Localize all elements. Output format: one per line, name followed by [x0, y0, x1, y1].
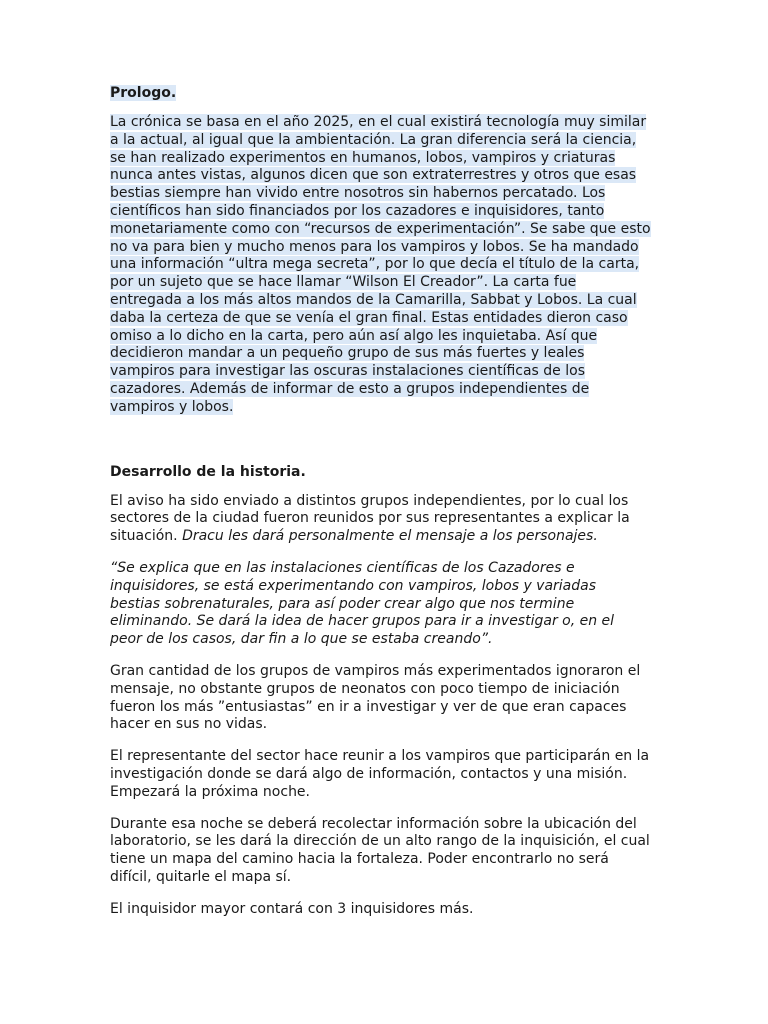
prologue-line[interactable]: monetariamente como con “recursos de experimentación”. Se sabe que esto [110, 220, 651, 237]
quote-line: bestias sobrenaturales, para así poder crear algo que nos termine [110, 595, 575, 612]
prologue-line[interactable]: se han realizado experimentos en humanos, lobos, vampiros y criaturas [110, 149, 616, 166]
paragraph-line: Durante esa noche se deberá recolectar información sobre la ubicación del [110, 815, 637, 832]
prologue-heading [110, 84, 670, 102]
development-heading: Desarrollo de la historia. [110, 463, 306, 480]
quote-line: “Se explica que en las instalaciones científicas de los Cazadores e [110, 559, 575, 576]
paragraph-text: situación. [110, 528, 183, 545]
paragraph-line: El representante del sector hace reunir a los vampiros que participarán en la [110, 748, 650, 765]
prologue-line[interactable]: vampiros para investigar las oscuras instalaciones científicas de los [110, 363, 585, 380]
paragraph-line: Gran cantidad de los grupos de vampiros más experimentados ignoraron el [110, 662, 641, 679]
prologue-line[interactable]: entregada a los más altos mandos de la Camarilla, Sabbat y Lobos. La cual [110, 291, 637, 308]
paragraph-line: sectores de la ciudad fueron reunidos por sus representantes a explicar la [110, 510, 630, 527]
paragraph-line: investigación donde se dará algo de información, contactos y una misión. [110, 765, 628, 782]
prologue-line[interactable]: a la actual, al igual que la ambientación. La gran diferencia será la ciencia, [110, 131, 637, 148]
quote-line: peor de los casos, dar fin a lo que se estaba creando”. [110, 631, 493, 648]
prologue-line[interactable]: científicos han sido financiados por los cazadores e inquisidores, tanto [110, 202, 605, 219]
quote-paragraph [110, 560, 670, 649]
prologue-line[interactable]: no va para bien y mucho menos para los vampiros y lobos. Se ha mandado [110, 238, 639, 255]
development-paragraph-4 [110, 748, 670, 801]
prologue-line[interactable]: cazadores. Además de informar de esto a grupos independientes de [110, 380, 590, 397]
italic-note: Dracu les dará personalmente el mensaje a los personajes. [182, 528, 598, 545]
paragraph-line: laboratorio, se les dará la dirección de un alto rango de la inquisición, el cual [110, 833, 650, 850]
prologue-line[interactable]: una información “ultra mega secreta”, por lo que decía el título de la carta, [110, 256, 640, 273]
prologue-line[interactable]: nunca antes vistas, algunos dicen que son extraterrestres y otros que esas [110, 167, 637, 184]
prologue-line[interactable]: vampiros y lobos. [110, 398, 234, 415]
prologue-heading-text[interactable]: Prologo. [110, 85, 177, 101]
paragraph-line: El inquisidor mayor contará con 3 inquisidores más. [110, 900, 474, 917]
prologue-line[interactable]: por un sujeto que se hace llamar “Wilson El Creador”. La carta fue [110, 274, 577, 291]
paragraph-line: hacer en sus no vidas. [110, 716, 268, 733]
section-spacer [110, 431, 670, 463]
development-paragraph-6 [110, 901, 670, 919]
paragraph-line: El aviso ha sido enviado a distintos grupos independientes, por lo cual los [110, 492, 629, 509]
development-paragraph-3 [110, 663, 670, 734]
development-paragraph-1 [110, 493, 670, 546]
paragraph-line: Empezará la próxima noche. [110, 783, 310, 800]
prologue-line[interactable]: bestias siempre han vivido entre nosotros sin habernos percatado. Los [110, 185, 606, 202]
paragraph-line: tiene un mapa del camino hacia la fortaleza. Poder encontrarlo no será [110, 851, 609, 868]
prologue-paragraph [110, 114, 670, 417]
development-paragraph-5 [110, 816, 670, 887]
document-page [110, 84, 670, 932]
quote-line: eliminando. Se dará la idea de hacer grupos para ir a investigar o, en el [110, 613, 615, 630]
paragraph-line: difícil, quitarle el mapa sí. [110, 868, 292, 885]
paragraph-line: fueron los más ”entusiastas” en ir a investigar y ver de que eran capaces [110, 698, 627, 715]
paragraph-line: mensaje, no obstante grupos de neonatos con poco tiempo de iniciación [110, 680, 620, 697]
quote-line: inquisidores, se está experimentando con vampiros, lobos y variadas [110, 577, 597, 594]
prologue-line[interactable]: La crónica se basa en el año 2025, en el cual existirá tecnología muy similar [110, 114, 647, 130]
prologue-line[interactable]: decidieron mandar a un pequeño grupo de sus más fuertes y leales [110, 345, 585, 362]
prologue-line[interactable]: daba la certeza de que se venía el gran final. Estas entidades dieron caso [110, 309, 628, 326]
prologue-line[interactable]: omiso a lo dicho en la carta, pero aún así algo les inquietaba. Así que [110, 327, 598, 344]
